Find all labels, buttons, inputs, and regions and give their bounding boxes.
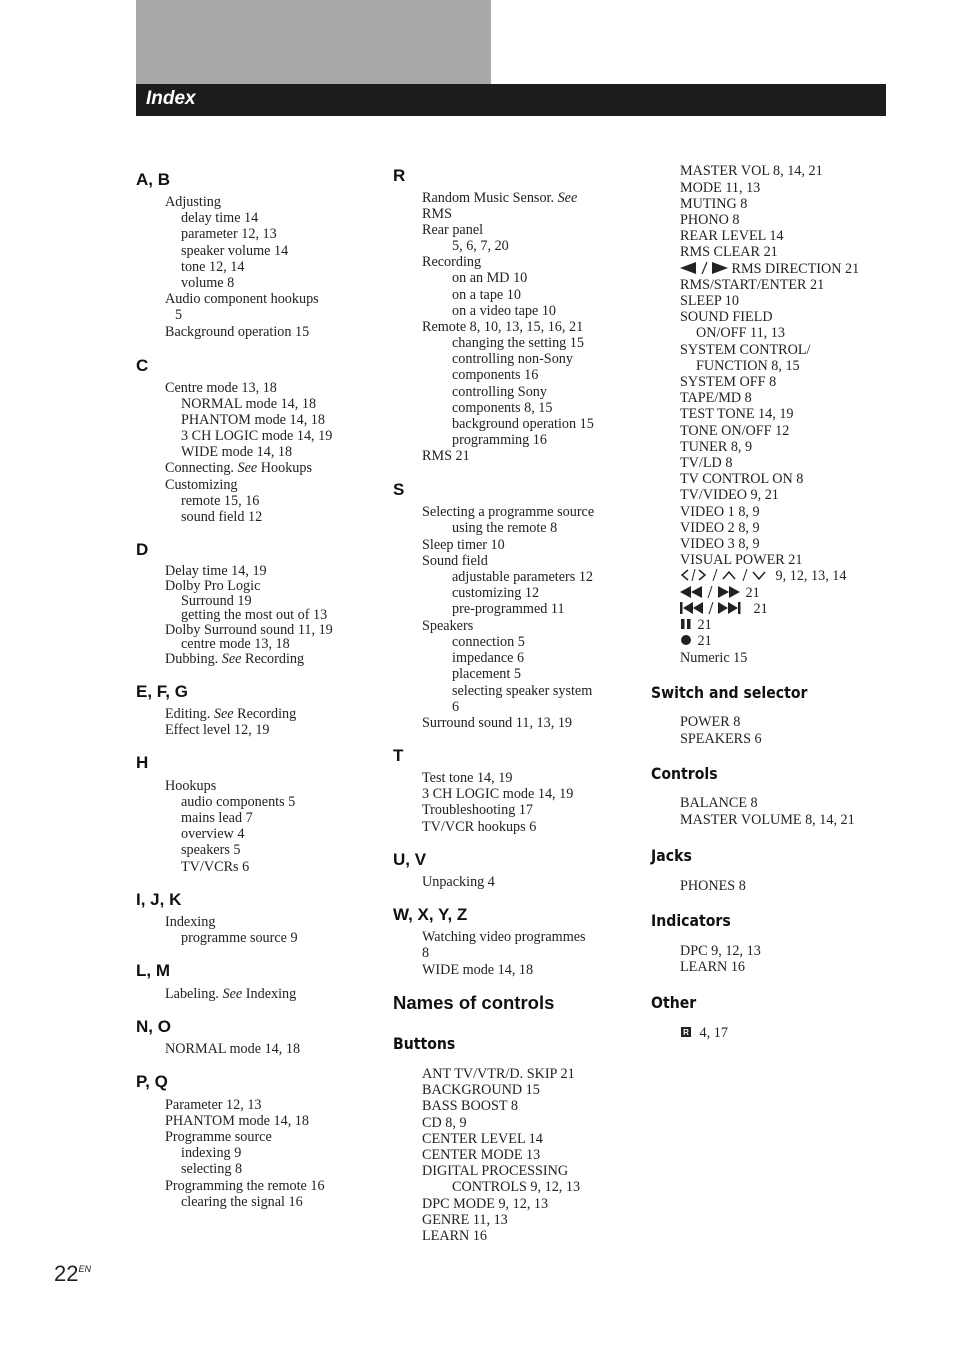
svg-text:R: R: [683, 1028, 689, 1037]
see-label: See: [221, 651, 242, 667]
index-entry: VIDEO 2 8, 9: [680, 520, 760, 536]
see-label: See: [237, 460, 258, 476]
section-heading-h: H: [136, 753, 149, 772]
index-entry: Numeric 15: [680, 650, 748, 666]
index-entry: 5: [175, 307, 183, 323]
see-target: Recording: [245, 651, 305, 667]
left-right-up-down-chevrons-icon: [680, 569, 772, 581]
entry-text: Dubbing.: [165, 651, 219, 667]
section-heading-wxyz: W, X, Y, Z: [393, 905, 468, 924]
index-entry: adjustable parameters 12: [452, 569, 594, 585]
index-entry: RMS: [422, 206, 452, 222]
section-heading-names-of-controls: Names of controls: [393, 992, 555, 1013]
index-entry: RMS/START/ENTER 21: [680, 277, 825, 293]
section-heading-no: N, O: [136, 1017, 171, 1036]
index-entry: MODE 11, 13: [680, 180, 761, 196]
index-entry: Troubleshooting 17: [422, 802, 534, 818]
page-number-suffix: EN: [78, 1264, 91, 1274]
entry-text: 21: [745, 585, 760, 601]
index-entry: customizing 12: [452, 585, 540, 601]
subheading-switch-and-selector: Switch and selector: [651, 683, 808, 702]
see-target: Indexing: [245, 986, 297, 1002]
index-entry: PHONES 8: [680, 878, 746, 894]
entry-text: Connecting.: [165, 460, 234, 476]
index-entry: Recording: [422, 254, 482, 270]
index-entry: Surround 19: [181, 593, 252, 609]
index-entry: getting the most out of 13: [181, 607, 328, 623]
index-entry: components 16: [452, 367, 539, 383]
entry-text: Labeling.: [165, 986, 219, 1002]
index-entry: NORMAL mode 14, 18: [181, 396, 317, 412]
section-heading-ijk: I, J, K: [136, 890, 182, 909]
index-entry: 3 CH LOGIC mode 14, 19: [181, 428, 333, 444]
index-entry: 5, 6, 7, 20: [452, 238, 509, 254]
index-entry: Centre mode 13, 18: [165, 380, 277, 396]
index-entry: controlling non-Sony: [452, 351, 573, 367]
index-entry: connection 5: [452, 634, 525, 650]
index-entry: background operation 15: [452, 416, 594, 432]
entry-text: 9, 12, 13, 14: [775, 568, 847, 584]
index-entry: Test tone 14, 19: [422, 770, 513, 786]
index-entry: Customizing: [165, 477, 238, 493]
subheading-buttons: Buttons: [393, 1034, 456, 1053]
index-entry-see: [165, 460, 312, 476]
index-entry: SPEAKERS 6: [680, 731, 762, 747]
index-entry: Effect level 12, 19: [165, 722, 270, 738]
index-entry: centre mode 13, 18: [181, 636, 290, 652]
section-heading-d: D: [136, 540, 149, 559]
index-entry: indexing 9: [181, 1145, 242, 1161]
index-entry: BASS BOOST 8: [422, 1098, 518, 1114]
index-entry: Dolby Pro Logic: [165, 578, 261, 594]
index-entry: TV/VCR hookups 6: [422, 819, 537, 835]
index-entry: POWER 8: [680, 714, 741, 730]
index-entry: Programming the remote 16: [165, 1178, 325, 1194]
index-entry: Hookups: [165, 778, 217, 794]
index-entry: TV/VIDEO 9, 21: [680, 487, 779, 503]
index-entry: REAR LEVEL 14: [680, 228, 784, 244]
index-entry: tone 12, 14: [181, 259, 245, 275]
index-entry: Delay time 14, 19: [165, 563, 267, 579]
see-label: See: [557, 190, 578, 206]
index-entry: remote 15, 16: [181, 493, 260, 509]
index-entry: delay time 14: [181, 210, 259, 226]
section-heading-c: C: [136, 356, 149, 375]
index-entry: FUNCTION 8, 15: [696, 358, 800, 374]
index-entry: programming 16: [452, 432, 547, 448]
index-entry: on an MD 10: [452, 270, 528, 286]
index-entry: MUTING 8: [680, 196, 748, 212]
index-entry: TEST TONE 14, 19: [680, 406, 794, 422]
index-entry: WIDE mode 14, 18: [181, 444, 293, 460]
index-entry: TV CONTROL ON 8: [680, 471, 804, 487]
entry-text: 4, 17: [699, 1025, 728, 1041]
index-entry-icon: [680, 633, 712, 649]
index-entry: RMS CLEAR 21: [680, 244, 778, 260]
entry-text: 21: [697, 633, 712, 649]
title-bar: [136, 84, 886, 116]
index-entry-icon: [680, 568, 846, 584]
index-entry: MASTER VOLUME 8, 14, 21: [680, 812, 855, 828]
index-entry: volume 8: [181, 275, 235, 291]
index-entry: Dolby Surround sound 11, 19: [165, 622, 333, 638]
index-entry-icon: [680, 585, 760, 601]
see-target: Recording: [237, 706, 297, 722]
see-label: See: [213, 706, 234, 722]
index-entry: Sound field: [422, 553, 488, 569]
index-entry: impedance 6: [452, 650, 525, 666]
index-entry: PHANTOM mode 14, 18: [165, 1113, 309, 1129]
index-entry: Watching video programmes: [422, 929, 586, 945]
index-entry: CENTER MODE 13: [422, 1147, 541, 1163]
entry-text: RMS DIRECTION 21: [731, 261, 860, 277]
entry-text: 21: [753, 601, 768, 617]
index-entry-icon: [680, 261, 859, 277]
index-entry: MASTER VOL 8, 14, 21: [680, 163, 823, 179]
index-entry: CENTER LEVEL 14: [422, 1131, 543, 1147]
index-entry: CD 8, 9: [422, 1115, 467, 1131]
index-entry-icon: [680, 617, 712, 633]
index-entry: 8: [422, 945, 430, 961]
index-entry-icon: [680, 601, 768, 617]
index-entry: programme source 9: [181, 930, 298, 946]
index-entry: SYSTEM OFF 8: [680, 374, 777, 390]
index-entry: 6: [452, 699, 460, 715]
index-entry: speaker volume 14: [181, 243, 289, 259]
entry-text: 21: [697, 617, 712, 633]
index-entry: placement 5: [452, 666, 521, 682]
subheading-other: Other: [651, 993, 697, 1012]
previous-next-icon: [680, 602, 750, 614]
index-entry: NORMAL mode 14, 18: [165, 1041, 301, 1057]
index-entry: Parameter 12, 13: [165, 1097, 262, 1113]
index-entry: changing the setting 15: [452, 335, 584, 351]
index-entry: sound field 12: [181, 509, 263, 525]
index-entry: DPC MODE 9, 12, 13: [422, 1196, 549, 1212]
index-entry: selecting 8: [181, 1161, 243, 1177]
page-title: Index: [146, 88, 196, 109]
rewind-fastforward-icon: [680, 586, 742, 598]
index-entry: VISUAL POWER 21: [680, 552, 803, 568]
entry-text: Editing.: [165, 706, 211, 722]
index-entry: VIDEO 1 8, 9: [680, 504, 760, 520]
pause-icon: [680, 618, 694, 630]
index-entry: overview 4: [181, 826, 245, 842]
index-entry: PHANTOM mode 14, 18: [181, 412, 325, 428]
index-entry: Indexing: [165, 914, 216, 930]
index-entry-see: [165, 986, 296, 1002]
subheading-jacks: Jacks: [651, 846, 692, 865]
index-entry: Programme source: [165, 1129, 272, 1145]
left-right-arrows-icon: [680, 262, 728, 274]
index-entry: selecting speaker system: [452, 683, 593, 699]
index-entry: Remote 8, 10, 13, 15, 16, 21: [422, 319, 584, 335]
header-gray-tab: [136, 0, 491, 84]
index-entry-see: [422, 190, 577, 206]
page-number: [54, 1261, 91, 1287]
section-heading-r: R: [393, 166, 406, 185]
index-entry: GENRE 11, 13: [422, 1212, 508, 1228]
index-entry: TONE ON/OFF 12: [680, 423, 790, 439]
remote-box-icon: [680, 1026, 696, 1038]
index-entry: VIDEO 3 8, 9: [680, 536, 760, 552]
subheading-indicators: Indicators: [651, 911, 731, 930]
index-entry: TV/VCRs 6: [181, 859, 250, 875]
record-icon: [680, 634, 694, 646]
index-entry: TV/LD 8: [680, 455, 733, 471]
index-entry: DIGITAL PROCESSING: [422, 1163, 569, 1179]
see-target: Hookups: [260, 460, 313, 476]
index-entry: SOUND FIELD: [680, 309, 773, 325]
index-entry: WIDE mode 14, 18: [422, 962, 534, 978]
index-entry: clearing the signal 16: [181, 1194, 303, 1210]
index-entry: mains lead 7: [181, 810, 253, 826]
index-entry: CONTROLS 9, 12, 13: [452, 1179, 581, 1195]
index-entry: DPC 9, 12, 13: [680, 943, 761, 959]
index-entry: audio components 5: [181, 794, 296, 810]
index-entry: BALANCE 8: [680, 795, 758, 811]
entry-text: Random Music Sensor.: [422, 190, 555, 206]
section-heading-pq: P, Q: [136, 1072, 168, 1091]
index-entry-see: [165, 651, 304, 667]
section-heading-lm: L, M: [136, 961, 170, 980]
index-entry: Unpacking 4: [422, 874, 495, 890]
index-entry: BACKGROUND 15: [422, 1082, 540, 1098]
index-entry: on a tape 10: [452, 287, 521, 303]
index-entry: on a video tape 10: [452, 303, 557, 319]
index-entry: Selecting a programme source: [422, 504, 595, 520]
index-entry: ON/OFF 11, 13: [696, 325, 785, 341]
index-entry: pre-programmed 11: [452, 601, 565, 617]
index-entry: controlling Sony: [452, 384, 547, 400]
index-entry: Audio component hookups: [165, 291, 319, 307]
index-entry: Speakers: [422, 618, 474, 634]
index-entry: Background operation 15: [165, 324, 310, 340]
index-entry: PHONO 8: [680, 212, 740, 228]
subheading-controls: Controls: [651, 764, 718, 783]
index-entry: parameter 12, 13: [181, 226, 277, 242]
see-label: See: [222, 986, 243, 1002]
index-entry: ANT TV/VTR/D. SKIP 21: [422, 1066, 575, 1082]
index-entry: components 8, 15: [452, 400, 553, 416]
index-entry: speakers 5: [181, 842, 241, 858]
page-number-value: 22: [54, 1261, 79, 1286]
index-entry-icon: [680, 1025, 728, 1041]
index-entry: RMS 21: [422, 448, 470, 464]
index-entry: LEARN 16: [422, 1228, 488, 1244]
index-entry-see: [165, 706, 296, 722]
index-entry: 3 CH LOGIC mode 14, 19: [422, 786, 574, 802]
index-entry: TAPE/MD 8: [680, 390, 752, 406]
section-heading-t: T: [393, 746, 404, 765]
index-entry: TUNER 8, 9: [680, 439, 753, 455]
section-heading-ab: A, B: [136, 170, 170, 189]
index-entry: Sleep timer 10: [422, 537, 505, 553]
index-entry: Rear panel: [422, 222, 484, 238]
section-heading-uv: U, V: [393, 850, 427, 869]
index-entry: Adjusting: [165, 194, 221, 210]
index-entry: Surround sound 11, 13, 19: [422, 715, 573, 731]
index-entry: SLEEP 10: [680, 293, 739, 309]
section-heading-efg: E, F, G: [136, 682, 188, 701]
index-entry: LEARN 16: [680, 959, 746, 975]
index-entry: SYSTEM CONTROL/: [680, 342, 811, 358]
index-entry: using the remote 8: [452, 520, 558, 536]
section-heading-s: S: [393, 480, 405, 499]
